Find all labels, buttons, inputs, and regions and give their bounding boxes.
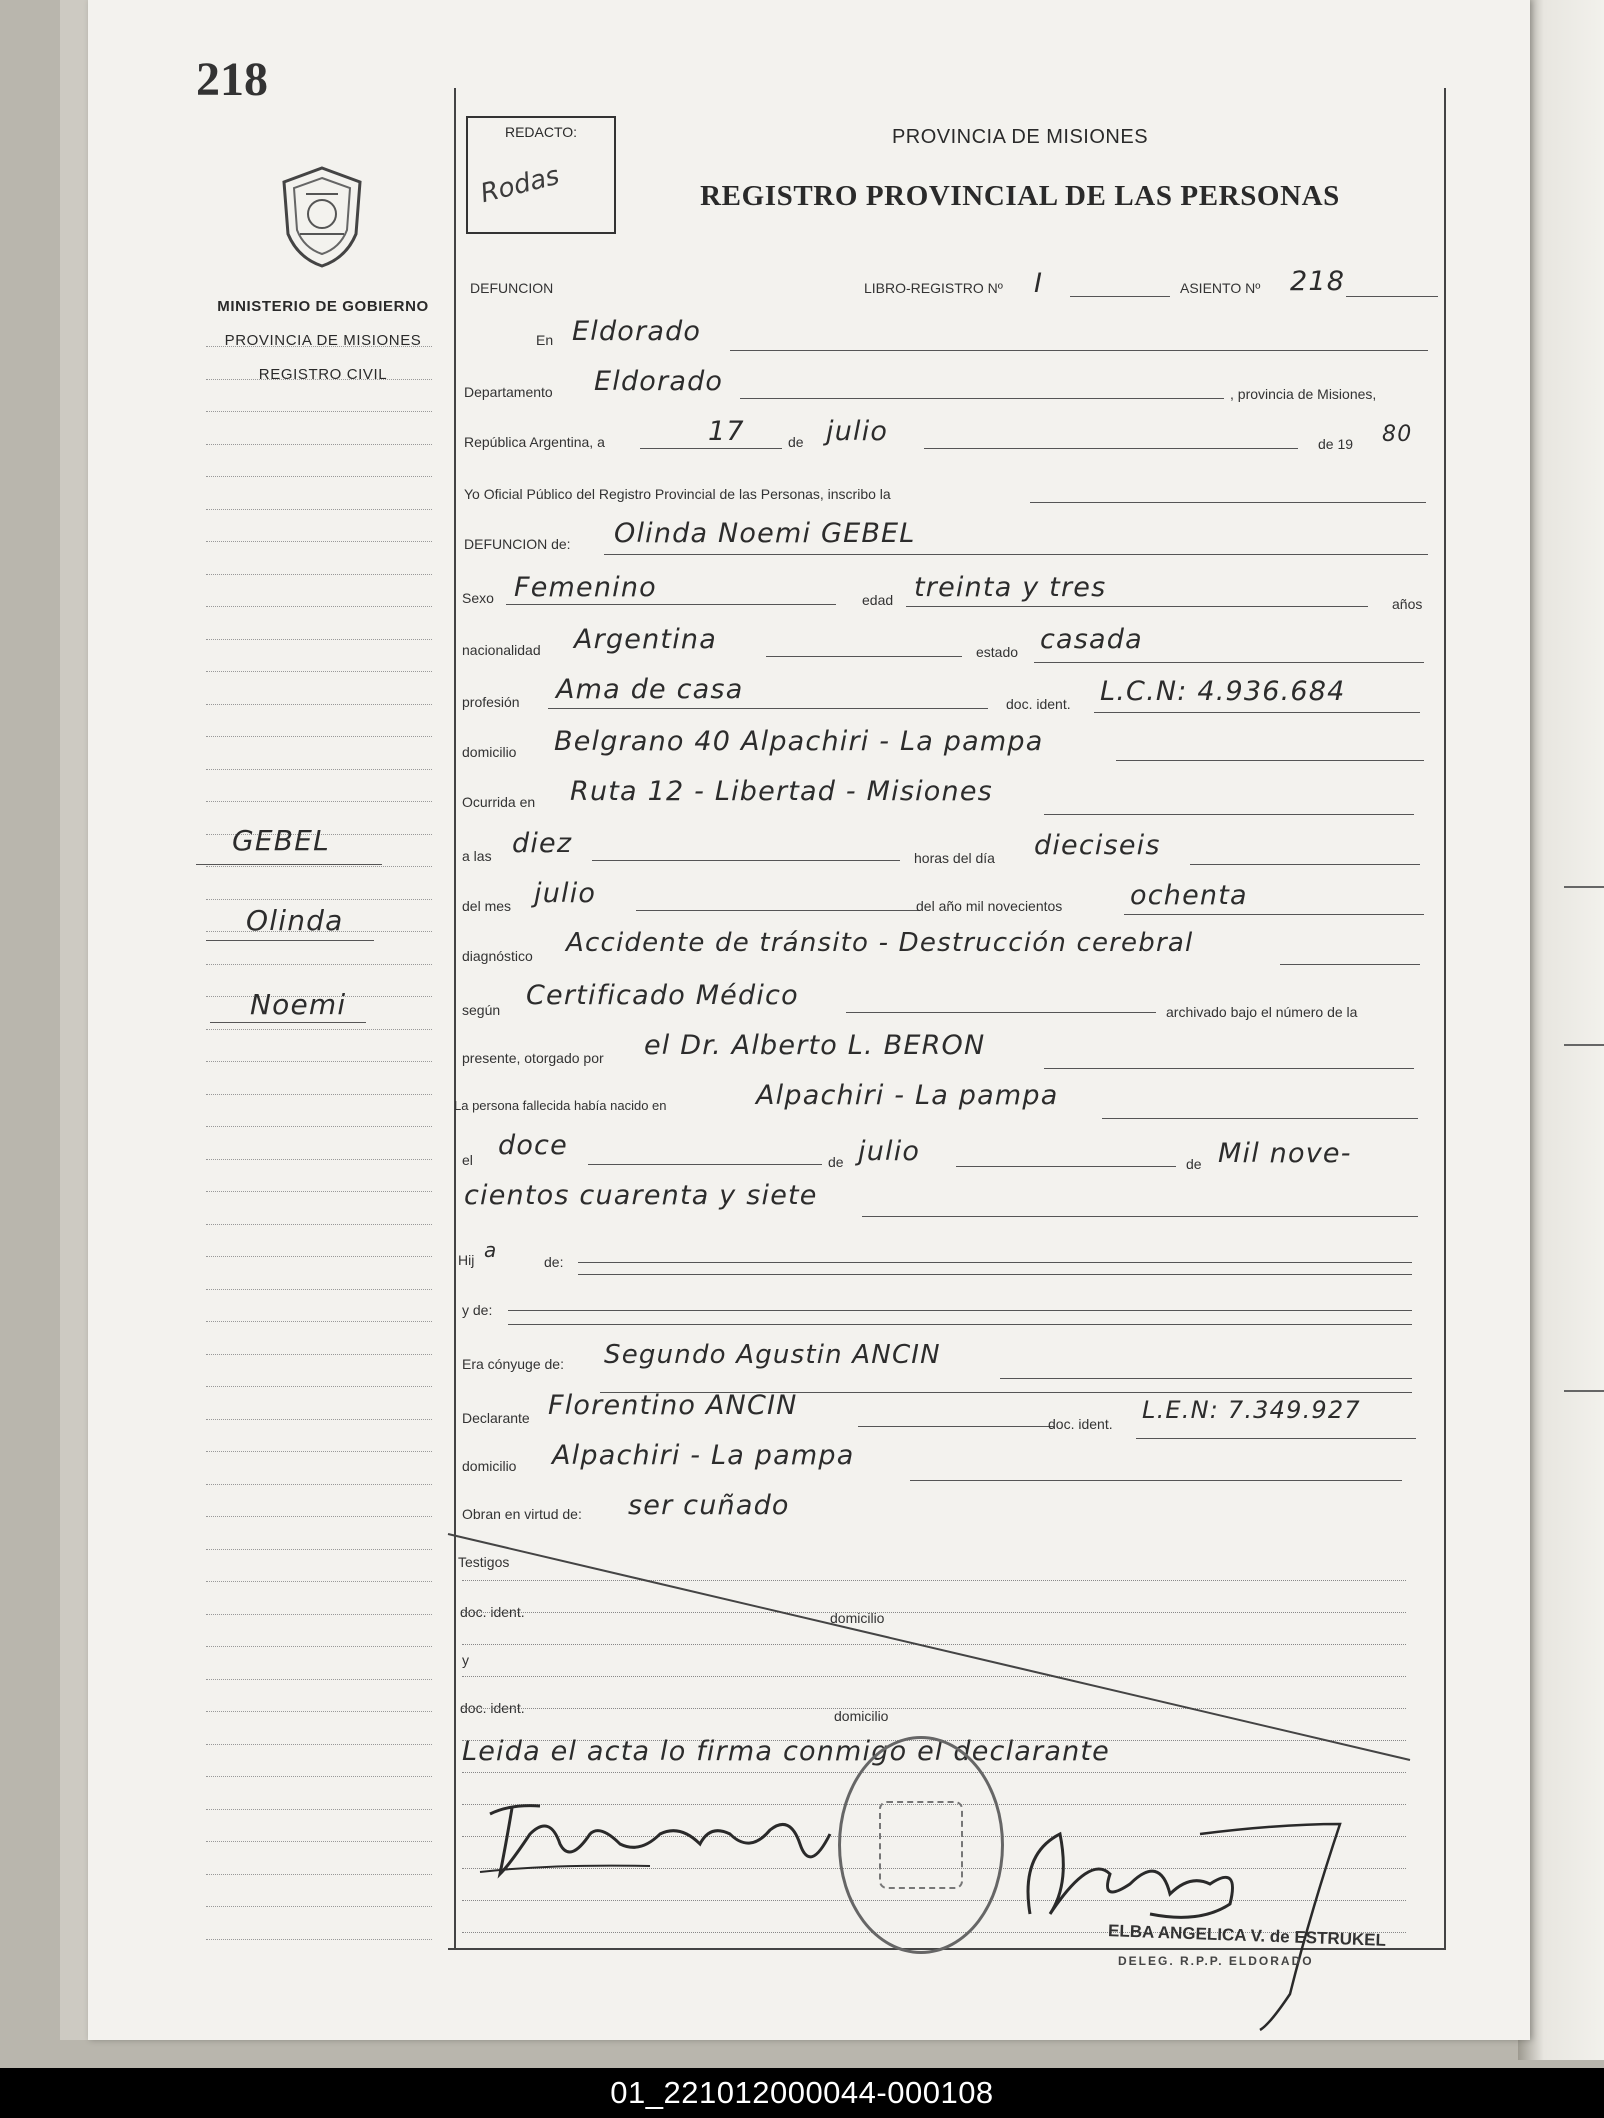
death-year-value: 80 — [1382, 422, 1413, 447]
edad-value: treinta y tres — [914, 572, 1107, 603]
official-signature — [1000, 1794, 1360, 2034]
nacionalidad-label: nacionalidad — [462, 642, 541, 658]
domicilio-value: Belgrano 40 Alpachiri - La pampa — [554, 726, 1044, 757]
ministry-line: PROVINCIA DE MISIONES — [224, 332, 422, 349]
presente-value: el Dr. Alberto L. BERON — [644, 1030, 986, 1061]
presente-label: presente, otorgado por — [462, 1050, 604, 1066]
official-typed-name: ELBA ANGELICA V. de ESTRUKEL — [1107, 1921, 1387, 1950]
de2-label: de — [828, 1154, 844, 1170]
del-mes-label: del mes — [462, 898, 512, 914]
official-stamp — [838, 1736, 1004, 1954]
archive-id-footer: 01_221012000044-000108 — [0, 2068, 1604, 2118]
province-heading: PROVINCIA DE MISIONES — [891, 126, 1149, 148]
doc-ident-value: L.C.N: 4.936.684 — [1100, 676, 1346, 707]
domicilio2-value: Alpachiri - La pampa — [552, 1440, 855, 1471]
declarante-doc-value: L.E.N: 7.349.927 — [1142, 1396, 1361, 1424]
estado-label: estado — [976, 644, 1019, 660]
y-de-label: y de: — [462, 1302, 493, 1318]
record-type-label: DEFUNCION — [470, 280, 554, 296]
el-label: el — [462, 1152, 473, 1168]
closing-text: Leida el acta lo firma conmigo el declarante — [462, 1736, 1110, 1767]
year-prefix: de 19 — [1318, 436, 1354, 452]
el-value: doce — [498, 1130, 568, 1161]
archivado-label: archivado bajo el número de la — [1166, 1004, 1358, 1020]
domicilio-t2-label: domicilio — [834, 1708, 889, 1724]
testigos-label: Testigos — [458, 1554, 510, 1570]
official-typed-sub: DELEG. R.P.P. ELDORADO — [1118, 1954, 1314, 1968]
domicilio-t1-label: domicilio — [830, 1610, 885, 1626]
edad-label: edad — [862, 592, 894, 608]
conyuge-label: Era cónyuge de: — [462, 1356, 564, 1372]
declarant-signature — [470, 1794, 850, 1904]
ministry-line: MINISTERIO DE GOBIERNO — [217, 298, 429, 315]
hij-value: a — [484, 1238, 498, 1262]
departamento-value: Eldorado — [594, 366, 724, 397]
redacto-value: Rodas — [477, 160, 563, 210]
margin-middle-name: Noemi — [250, 988, 347, 1021]
registry-heading: REGISTRO PROVINCIAL DE LAS PERSONAS — [700, 180, 1340, 212]
de-label: de — [788, 434, 804, 450]
departamento-label: Departamento — [464, 384, 553, 400]
redacto-label: REDACTO: — [504, 124, 578, 140]
oficial-text: Yo Oficial Público del Registro Provincial de las Personas, inscribo la — [464, 486, 891, 502]
a-las-label: a las — [462, 848, 492, 864]
ocurrida-label: Ocurrida en — [462, 794, 536, 810]
libro-label: LIBRO-REGISTRO Nº — [864, 280, 1003, 296]
a-las-value: diez — [512, 828, 573, 859]
domicilio2-label: domicilio — [462, 1458, 517, 1474]
asiento-value: 218 — [1290, 266, 1346, 297]
sexo-value: Femenino — [514, 572, 657, 603]
doc-ident1-label: doc. ident. — [460, 1604, 525, 1620]
de3-label: de — [1186, 1156, 1202, 1172]
diagnostico-label: diagnóstico — [462, 948, 533, 964]
provincia-suffix: , provincia de Misiones, — [1230, 386, 1377, 402]
en-value: Eldorado — [572, 316, 702, 347]
nacido-label: La persona fallecida había nacido en — [454, 1098, 667, 1113]
declarante-doc-label: doc. ident. — [1048, 1416, 1113, 1432]
conyuge-value: Segundo Agustin ANCIN — [604, 1340, 941, 1370]
y-label: y — [462, 1652, 469, 1668]
death-month-value: julio — [826, 416, 889, 447]
deceased-name: Olinda Noemi GEBEL — [614, 518, 916, 549]
segun-value: Certificado Médico — [526, 980, 799, 1011]
margin-first-name: Olinda — [246, 904, 344, 937]
horas-label: horas del día — [914, 850, 995, 866]
margin-surname: GEBEL — [232, 824, 330, 857]
libro-value: I — [1034, 268, 1044, 299]
defuncion-de-label: DEFUNCION de: — [464, 536, 571, 552]
profesion-label: profesión — [462, 694, 520, 710]
segun-label: según — [462, 1002, 501, 1018]
de3-value: Mil nove- — [1218, 1138, 1352, 1169]
diagnostico-value: Accidente de tránsito - Destrucción cerebral — [566, 928, 1194, 958]
doc-ident-label: doc. ident. — [1006, 696, 1071, 712]
republica-label: República Argentina, a — [464, 434, 605, 450]
domicilio-label: domicilio — [462, 744, 517, 760]
ministry-line: REGISTRO CIVIL — [258, 366, 388, 383]
declarante-value: Florentino ANCIN — [548, 1390, 798, 1421]
birth-year-cont: cientos cuarenta y siete — [464, 1180, 818, 1211]
nacido-value: Alpachiri - La pampa — [756, 1080, 1059, 1111]
del-mes-value: julio — [534, 878, 597, 909]
ano-value: ochenta — [1130, 880, 1248, 911]
death-day-value: 17 — [708, 416, 745, 447]
profesion-value: Ama de casa — [556, 674, 744, 705]
obran-value: ser cuñado — [628, 1490, 790, 1521]
estado-value: casada — [1040, 624, 1143, 655]
ocurrida-value: Ruta 12 - Libertad - Misiones — [570, 776, 993, 807]
stamp-emblem-icon — [879, 1801, 963, 1889]
ano-label: del año mil novecientos — [916, 898, 1063, 914]
horas-value: dieciseis — [1034, 830, 1161, 861]
doc-ident2-label: doc. ident. — [460, 1700, 525, 1716]
nacionalidad-value: Argentina — [574, 624, 717, 655]
anos-label: años — [1392, 596, 1423, 612]
hij-de-label: de: — [544, 1254, 564, 1270]
hij-label: Hij — [458, 1252, 475, 1268]
de2-value: julio — [858, 1136, 921, 1167]
declarante-label: Declarante — [462, 1410, 530, 1426]
obran-label: Obran en virtud de: — [462, 1506, 582, 1522]
asiento-label: ASIENTO Nº — [1180, 280, 1261, 296]
folio-number: 218 — [196, 53, 268, 106]
en-label: En — [536, 332, 554, 348]
sexo-label: Sexo — [462, 590, 494, 606]
